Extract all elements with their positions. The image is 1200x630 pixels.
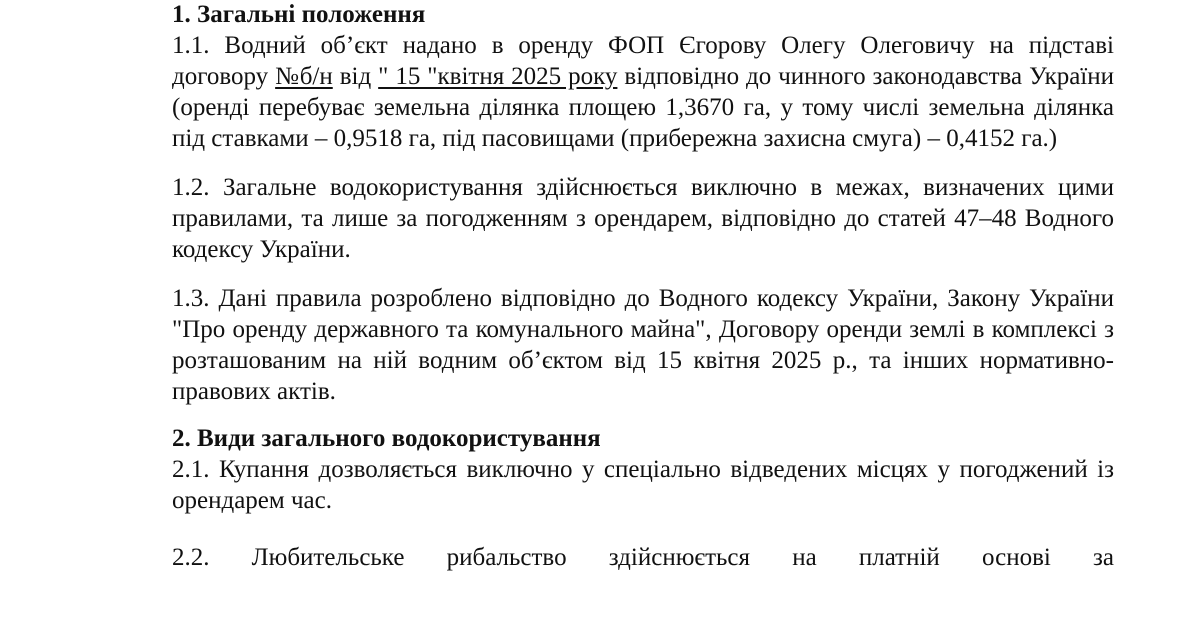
section-2-heading: 2. Види загального водокористування [172,425,601,452]
spacer [172,265,1114,283]
paragraph-1-1 [172,30,1114,154]
spacer [172,154,1114,172]
paragraph-1-3: 1.3. Дані правила розроблено відповідно до Водного кодексу України, Закону України "Про оренду державного та комунального майна", Договору оренди землі в комплексі з розташованим на ній водним об’єктом від 15 квітня 2025 р., та інших нормативно-правових актів. [172,285,1114,405]
paragraph-1-2: 1.2. Загальне водокористування здійснюється виключно в межах, визначених цими правилами, та лише за погодженням з орендарем, відповідно до статей 47–48 Водного кодексу України. [172,174,1114,263]
spacer [172,516,1114,542]
paragraph-1-1-text-end: відповідно до чинного законодавства України (оренді перебуває земельна ділянка площею 1,3670 га, у тому числі земельна ділянка під ставками – 0,9518 га, під пасовищами (прибережна захисна смуга) – 0,4152 га.) [172,63,1115,152]
contract-date: " 15 "квітня 2025 року [378,63,618,90]
contract-number: №б/н [275,63,333,90]
spacer [172,407,1114,424]
paragraph-1-1-text-between: від [332,63,379,90]
paragraph-2-1: 2.1. Купання дозволяється виключно у спеціально відведених місцях у погоджений із орендарем час. [172,456,1114,514]
paragraph-2-2: 2.2. Любительське рибальство здійснюється на платній основі за [172,544,1114,571]
section-1-heading: 1. Загальні положення [172,1,426,28]
paragraph-1-1-text-start: 1.1. Водний об’єкт надано в оренду ФОП Єгорову Олегу Олеговичу на підставі договору [172,32,1114,90]
document-page [172,0,1114,573]
